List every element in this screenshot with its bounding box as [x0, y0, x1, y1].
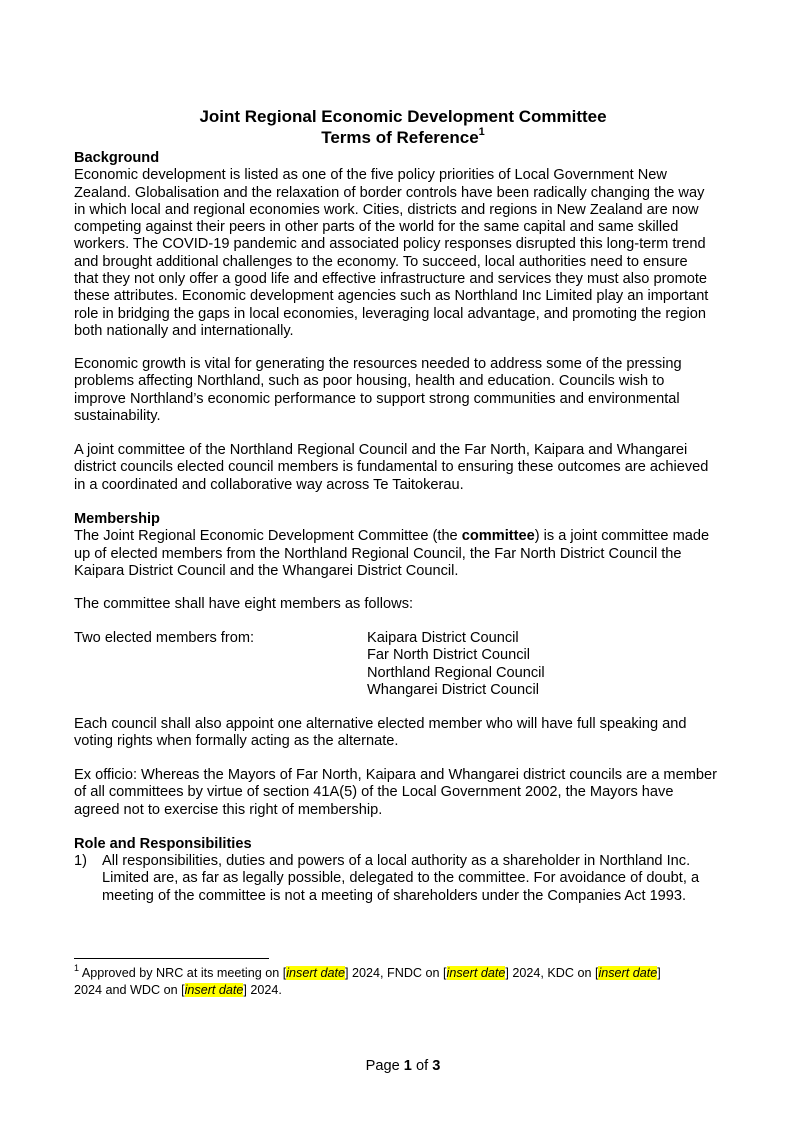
paragraph-line: voting rights when formally acting as the alternate. [74, 733, 399, 750]
item-line: meeting of the committee is not a meeting of shareholders under the Companies Act 1993. [102, 887, 687, 904]
background-line: Zealand. Globalisation and the relaxation of border controls have been radically changing the way [74, 184, 705, 201]
footnote-text: ] 2024. [243, 982, 282, 997]
background-line: these attributes. Economic development agencies such as Northland Inc Limited play an important [74, 288, 709, 305]
background-line: that they not only offer a good life and effective infrastructure and services they must also promote [74, 271, 708, 288]
footnote-line [74, 962, 734, 982]
council-item: Far North District Council [367, 647, 530, 664]
council-item: Kaipara District Council [367, 630, 519, 646]
membership-line [74, 528, 734, 545]
background-line: Economic development is listed as one of the five policy priorities of Local Government New [74, 167, 667, 184]
footnote-number: 1 [74, 962, 80, 973]
background-heading: Background [74, 150, 160, 166]
council-item: Whangarei District Council [367, 681, 539, 698]
paragraph-line: agreed not to exercise this right of membership. [74, 801, 383, 818]
alternate-paragraph [74, 716, 734, 751]
background-line: in which local and regional economies work. Cities, districts and regions in New Zealand are now [74, 201, 699, 218]
roles-heading [74, 836, 734, 853]
roles-heading-text: Role and Responsibilities [74, 836, 252, 852]
paragraph-line: sustainability. [74, 407, 161, 424]
footnote [74, 962, 734, 998]
footnote-text: Approved by NRC at its meeting on [ [79, 966, 287, 980]
paragraph-line: Each council shall also appoint one alternative elected member who will have full speaking and [74, 716, 687, 732]
background-line: and brought additional challenges to the economy. To succeed, local authorities need to ensure [74, 253, 688, 270]
membership-heading: Membership [74, 511, 160, 527]
two-from-label: Two elected members from: [74, 630, 255, 646]
highlighted-placeholder: insert date [184, 982, 244, 997]
item-line: All responsibilities, duties and powers of a local authority as a shareholder in Northland Inc. [102, 853, 691, 869]
footnote-text: ] 2024, KDC on [ [505, 966, 599, 980]
footnote-reference[interactable]: 1 [478, 126, 485, 139]
highlighted-placeholder: insert date [598, 966, 658, 980]
background-line: competing against their peers in other parts of the world for the same capital and same skilled [74, 219, 679, 236]
paragraph-line: Ex officio: Whereas the Mayors of Far North, Kaipara and Whangarei district councils are a member [74, 767, 717, 783]
paragraph-line: of all committees by virtue of section 41A(5) of the Local Government 2002, the Mayors have [74, 784, 674, 801]
subtitle-text: Terms of Reference [321, 128, 479, 147]
item-text [102, 853, 734, 905]
paragraph-line: improve Northland’s economic performance to support strong communities and environmental [74, 390, 680, 407]
background-line: role in bridging the gaps in local economies, leveraging local advantage, and promoting the region [74, 305, 706, 322]
membership-text: ) is a joint committee made [534, 528, 710, 545]
background-section [74, 150, 734, 340]
page-label: Page [365, 1058, 404, 1074]
background-line: workers. The COVID-19 pandemic and associated policy responses disrupted this long-term trend [74, 236, 706, 253]
item-number: 1) [74, 853, 87, 869]
background-line: both nationally and internationally. [74, 322, 294, 339]
highlighted-placeholder: insert date [446, 966, 506, 980]
joint-committee-paragraph [74, 442, 734, 494]
footnote-text: ] 2024, FNDC on [ [345, 966, 447, 980]
paragraph-line: in a coordinated and collaborative way across Te Taitokerau. [74, 476, 464, 493]
paragraph-line: problems affecting Northland, such as poor housing, health and education. Councils wish to [74, 373, 665, 390]
roles-item-1 [74, 853, 734, 905]
total-pages: 3 [432, 1058, 441, 1074]
membership-text: The Joint Regional Economic Development Committee (the [74, 528, 462, 545]
item-line: Limited are, as far as legally possible, delegated to the committee. For avoidance of doubt, a [102, 870, 700, 887]
page-of-label: of [411, 1058, 433, 1074]
membership-line: Kaipara District Council and the Whangarei District Council. [74, 562, 459, 579]
paragraph-line: A joint committee of the Northland Regional Council and the Far North, Kaipara and Whangarei [74, 442, 688, 458]
current-page: 1 [403, 1058, 412, 1074]
membership-line: up of elected members from the Northland Regional Council, the Far North District Council the [74, 545, 682, 562]
paragraph-line: district councils elected council members is fundamental to ensuring these outcomes are achieved [74, 459, 709, 476]
economic-growth-paragraph [74, 356, 734, 425]
committee-term: committee [461, 528, 535, 545]
footnote-text: ] [657, 966, 661, 980]
page-number [0, 1058, 806, 1074]
council-list [367, 630, 545, 699]
ex-officio-paragraph [74, 767, 734, 819]
highlighted-placeholder: insert date [286, 966, 346, 980]
paragraph-line: Economic growth is vital for generating the resources needed to address some of the pressing [74, 356, 682, 372]
council-item: Northland Regional Council [367, 664, 545, 681]
members-intro: The committee shall have eight members as follows: [74, 596, 414, 612]
document-subtitle [0, 127, 806, 149]
footnote-text: 2024 and WDC on [ [74, 982, 185, 997]
membership-section [74, 511, 734, 580]
footnote-line [74, 982, 734, 999]
document-title: Joint Regional Economic Development Committee [199, 107, 607, 126]
footnote-separator [74, 958, 269, 959]
